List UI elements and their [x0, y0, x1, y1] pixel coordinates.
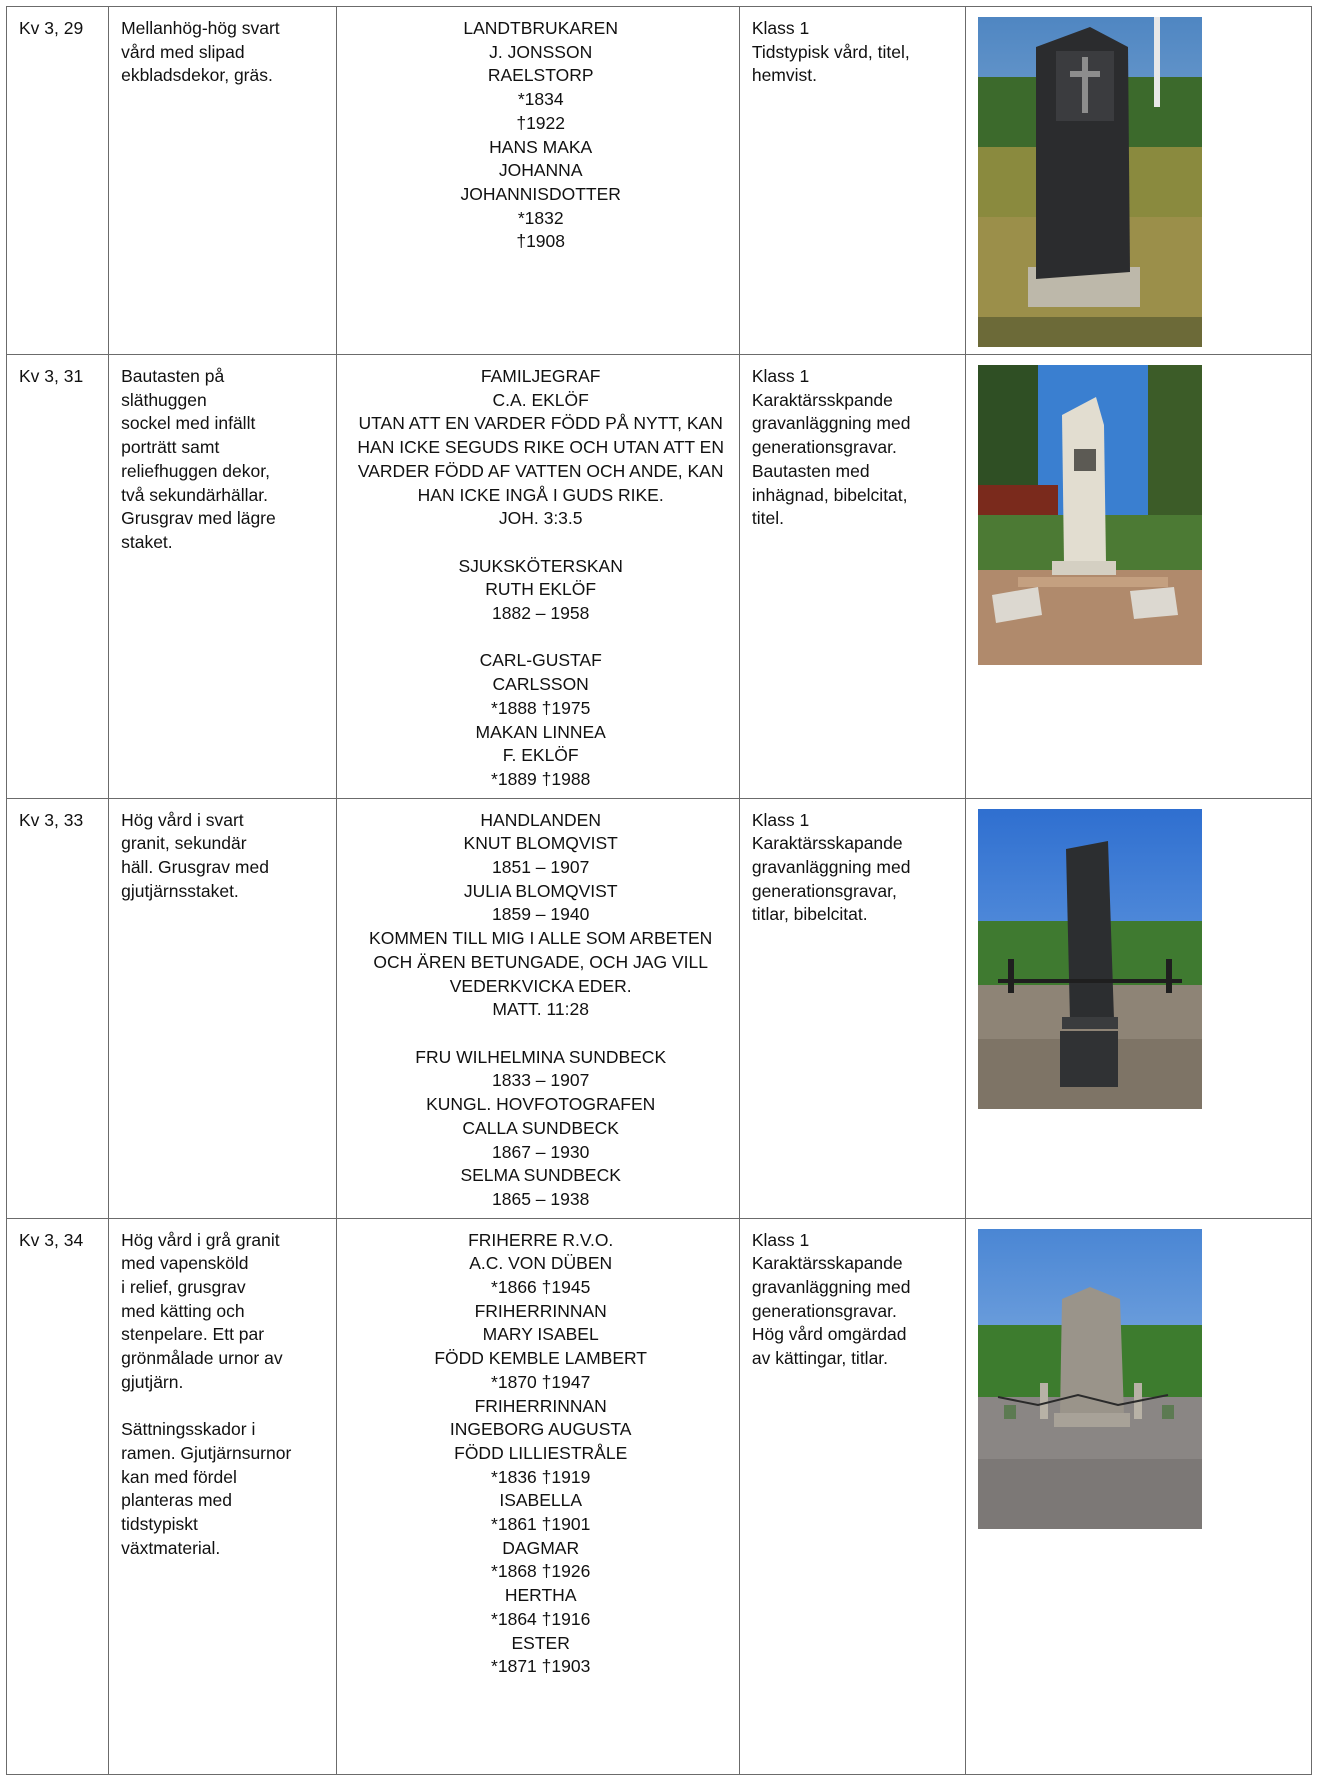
grave-id: Kv 3, 34: [7, 1218, 109, 1774]
table-row: [7, 798, 1312, 1218]
grave-photo-black-headstone: [978, 17, 1202, 347]
grave-description: Hög vård i svart granit, sekundär häll. Grusgrav med gjutjärnsstaket.: [109, 798, 336, 1218]
grave-id: Kv 3, 31: [7, 355, 109, 799]
grave-photo-grey-granite-headstone: [978, 1229, 1202, 1529]
table-row: [7, 355, 1312, 799]
grave-classification: Klass 1 Karaktärsskpande gravanläggning med generationsgravar. Bautasten med inhägnad, bibelcitat, titel.: [739, 355, 965, 799]
gravestone-inventory-table: [6, 6, 1312, 1775]
grave-id: Kv 3, 29: [7, 7, 109, 355]
grave-description: Bautasten på släthuggen sockel med infällt porträtt samt reliefhuggen dekor, två sekundärhällar. Grusgrav med lägre staket.: [109, 355, 336, 799]
grave-inscription: LANDTBRUKAREN J. JONSSON RAELSTORP *1834 †1922 HANS MAKA JOHANNA JOHANNISDOTTER *1832 †1908: [336, 7, 739, 355]
grave-description: Hög vård i grå granit med vapensköld i relief, grusgrav med kätting och stenpelare. Ett par grönmålade urnor av gjutjärn. Sättningsskador i ramen. Gjutjärnsurnor kan med fördel planteras med tidstypiskt växtmaterial.: [109, 1218, 336, 1774]
grave-id: Kv 3, 33: [7, 798, 109, 1218]
grave-photo-bautasten: [978, 365, 1202, 665]
grave-description: Mellanhög-hög svart vård med slipad ekbladsdekor, gräs.: [109, 7, 336, 355]
table-row: [7, 1218, 1312, 1774]
grave-inscription: HANDLANDEN KNUT BLOMQVIST 1851 – 1907 JULIA BLOMQVIST 1859 – 1940 KOMMEN TILL MIG I ALLE SOM ARBETEN OCH ÄREN BETUNGADE, OCH JAG VILL VEDERKVICKA EDER. MATT. 11:28 FRU WILHELMINA SUNDBECK 1833 – 1907 KUNGL. HOVFOTOGRAFEN CALLA SUNDBECK 1867 – 1930 SELMA SUNDBECK 1865 – 1938: [336, 798, 739, 1218]
grave-photo-black-granite-obelisk: [978, 809, 1202, 1109]
grave-classification: Klass 1 Karaktärsskapande gravanläggning med generationsgravar, titlar, bibelcitat.: [739, 798, 965, 1218]
grave-classification: Klass 1 Karaktärsskapande gravanläggning med generationsgravar. Hög vård omgärdad av kättingar, titlar.: [739, 1218, 965, 1774]
grave-classification: Klass 1 Tidstypisk vård, titel, hemvist.: [739, 7, 965, 355]
grave-inscription: FRIHERRE R.V.O. A.C. VON DÜBEN *1866 †1945 FRIHERRINNAN MARY ISABEL FÖDD KEMBLE LAMBERT *1870 †1947 FRIHERRINNAN INGEBORG AUGUSTA FÖDD LILLIESTRÅLE *1836 †1919 ISABELLA *1861 †1901 DAGMAR *1868 †1926 HERTHA *1864 †1916 ESTER *1871 †1903: [336, 1218, 739, 1774]
grave-inscription: FAMILJEGRAF C.A. EKLÖF UTAN ATT EN VARDER FÖDD PÅ NYTT, KAN HAN ICKE SEGUDS RIKE OCH UTAN ATT EN VARDER FÖDD AF VATTEN OCH ANDE, KAN HAN ICKE INGÅ I GUDS RIKE. JOH. 3:3.5 SJUKSKÖTERSKAN RUTH EKLÖF 1882 – 1958 CARL-GUSTAF CARLSSON *1888 †1975 MAKAN LINNEA F. EKLÖF *1889 †1988: [336, 355, 739, 799]
table-row: [7, 7, 1312, 355]
